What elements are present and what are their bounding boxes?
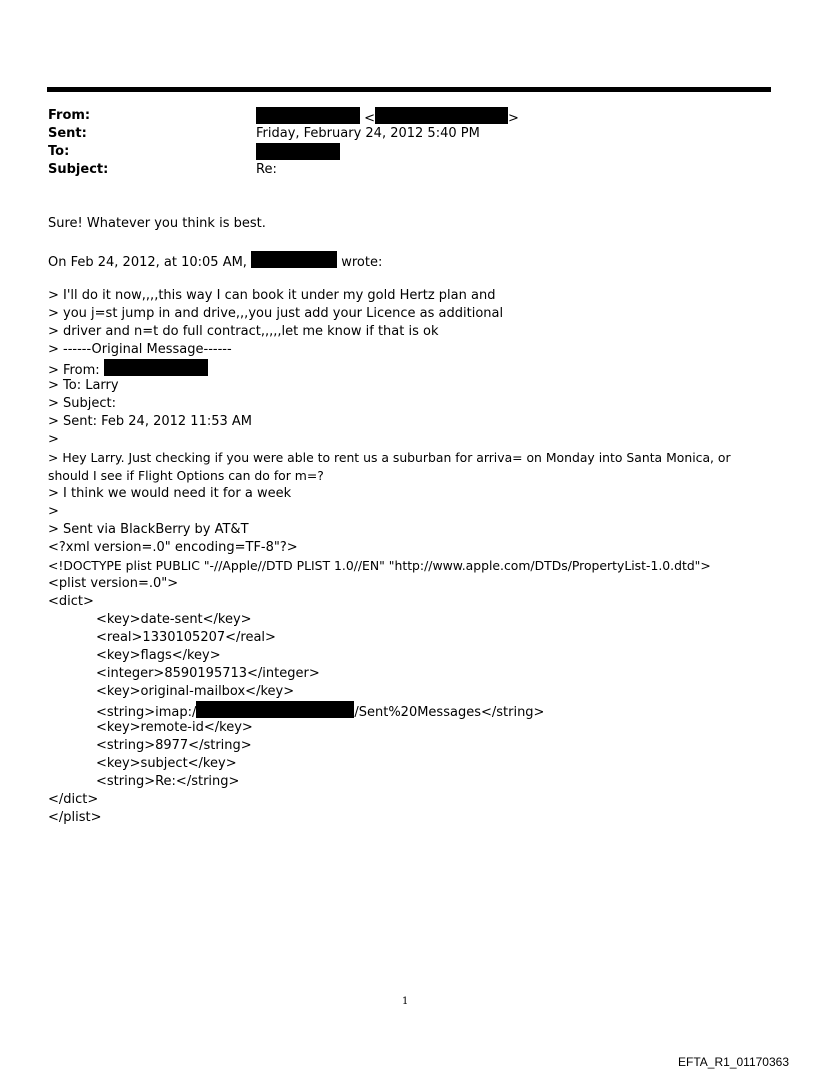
- quoted-line: > Sent via BlackBerry by AT&T: [48, 522, 249, 537]
- quoted-line: > I think we would need it for a week: [48, 486, 292, 501]
- plist-line: <real>1330105207</real>: [96, 630, 276, 645]
- plist-line: <key>remote-id</key>: [96, 720, 253, 735]
- reply-text: Sure! Whatever you think is best.: [48, 216, 266, 231]
- redacted-from-email: [375, 107, 508, 124]
- plist-line: <!DOCTYPE plist PUBLIC "-//Apple//DTD PLIST 1.0//EN" "http://www.apple.com/DTDs/PropertyList-1.0.dtd">: [48, 558, 711, 573]
- bates-number: EFTA_R1_01170363: [678, 1055, 789, 1069]
- quoted-line: > I'll do it now,,,,this way I can book it under my gold Hertz plan and: [48, 288, 496, 303]
- quoted-paragraph: > Hey Larry. Just checking if you were able to rent us a suburban for arriva= on Monday into Santa Monica, or should I see if Flight Options can do for m=?: [48, 450, 731, 483]
- top-rule: [47, 87, 771, 92]
- plist-line: <integer>8590195713</integer>: [96, 666, 320, 681]
- from-gt: >: [508, 111, 519, 126]
- plist-line: </plist>: [48, 810, 102, 825]
- to-label: To:: [48, 144, 70, 159]
- plist-mailbox-line: [96, 701, 544, 719]
- plist-line: <key>subject</key>: [96, 756, 237, 771]
- quoted-from-label: > From:: [48, 363, 100, 378]
- redacted-sender: [251, 251, 337, 268]
- redacted-to: [256, 143, 340, 160]
- plist-line: </dict>: [48, 792, 99, 807]
- plist-line: <key>original-mailbox</key>: [96, 684, 295, 699]
- quoted-line: > Sent: Feb 24, 2012 11:53 AM: [48, 414, 253, 429]
- subject-value: Re:: [256, 162, 277, 177]
- attribution-prefix: On Feb 24, 2012, at 10:05 AM,: [48, 255, 247, 270]
- redacted-from-name: [256, 107, 360, 124]
- quoted-line: > To: Larry: [48, 378, 119, 393]
- subject-label: Subject:: [48, 162, 109, 177]
- plist-mailbox-suffix: /Sent%20Messages</string>: [354, 705, 545, 720]
- quoted-line: > Subject:: [48, 396, 117, 411]
- sent-value: Friday, February 24, 2012 5:40 PM: [256, 126, 480, 141]
- plist-line: <dict>: [48, 594, 94, 609]
- redacted-mailbox: [196, 701, 354, 718]
- from-lt: <: [364, 111, 376, 126]
- from-label: From:: [48, 108, 91, 123]
- quoted-line: >: [48, 504, 59, 519]
- attribution-suffix: wrote:: [341, 255, 383, 270]
- plist-line: <key>date-sent</key>: [96, 612, 252, 627]
- plist-line: <?xml version=.0" encoding=TF-8"?>: [48, 540, 298, 555]
- plist-mailbox-prefix: <string>imap:/: [96, 705, 197, 720]
- redacted-quoted-from: [104, 359, 208, 376]
- plist-line: <string>Re:</string>: [96, 774, 240, 789]
- quoted-line: > you j=st jump in and drive,,,you just add your Licence as additional: [48, 306, 504, 321]
- plist-line: <string>8977</string>: [96, 738, 252, 753]
- quoted-line: > driver and n=t do full contract,,,,,let me know if that is ok: [48, 324, 439, 339]
- quoted-line: >: [48, 432, 59, 447]
- plist-line: <plist version=.0">: [48, 576, 179, 591]
- quote-attribution: [48, 251, 382, 269]
- quoted-line: > ------Original Message------: [48, 342, 232, 357]
- sent-label: Sent:: [48, 126, 87, 141]
- quoted-from-line: [48, 359, 208, 377]
- page-number: 1: [402, 996, 409, 1007]
- plist-line: <key>flags</key>: [96, 648, 221, 663]
